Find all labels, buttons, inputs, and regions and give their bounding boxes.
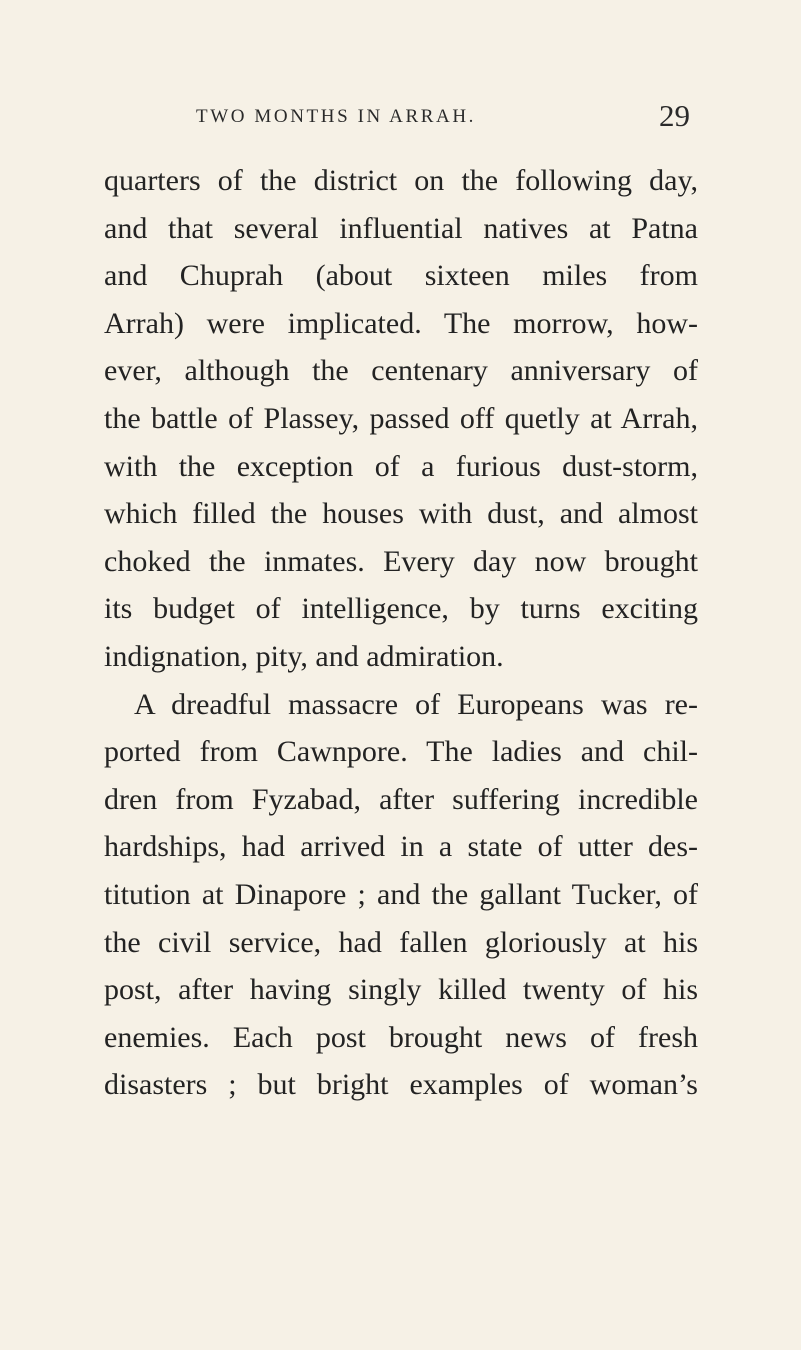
page-number: 29 [659, 98, 690, 133]
text-line: with the exception of a furious dust-storm, [104, 449, 698, 483]
text-line: hardships, had arrived in a state of utter des- [104, 830, 698, 864]
text-line: and Chuprah (about sixteen miles from [104, 259, 698, 293]
text-line: the civil service, had fallen gloriously at his [104, 925, 698, 959]
text-line: Arrah) were implicated. The morrow, how- [104, 306, 698, 340]
text-line: ported from Cawnpore. The ladies and chil- [104, 735, 698, 769]
text-line: titution at Dinapore ; and the gallant Tucker, of [104, 877, 698, 911]
text-line: choked the inmates. Every day now brought [104, 544, 698, 578]
running-head [104, 100, 698, 140]
running-title: TWO MONTHS IN ARRAH. [196, 106, 476, 127]
text-line: post, after having singly killed twenty of his [104, 973, 698, 1007]
text-line: enemies. Each post brought news of fresh [104, 1020, 698, 1054]
text-line: the battle of Plassey, passed off quetly at Arrah, [104, 401, 698, 435]
body-text [104, 157, 698, 1109]
text-line: ever, although the centenary anniversary of [104, 354, 698, 388]
text-line: which filled the houses with dust, and almost [104, 497, 698, 531]
text-line: dren from Fyzabad, after suffering incredible [104, 782, 698, 816]
text-line: disasters ; but bright examples of woman’s [104, 1068, 698, 1102]
text-line: and that several influential natives at Patna [104, 211, 698, 245]
text-line: A dreadful massacre of Europeans was re- [134, 687, 698, 721]
text-line: quarters of the district on the following day, [104, 164, 698, 197]
text-line: indignation, pity, and admiration. [104, 639, 504, 673]
text-line: its budget of intelligence, by turns exciting [104, 592, 698, 626]
